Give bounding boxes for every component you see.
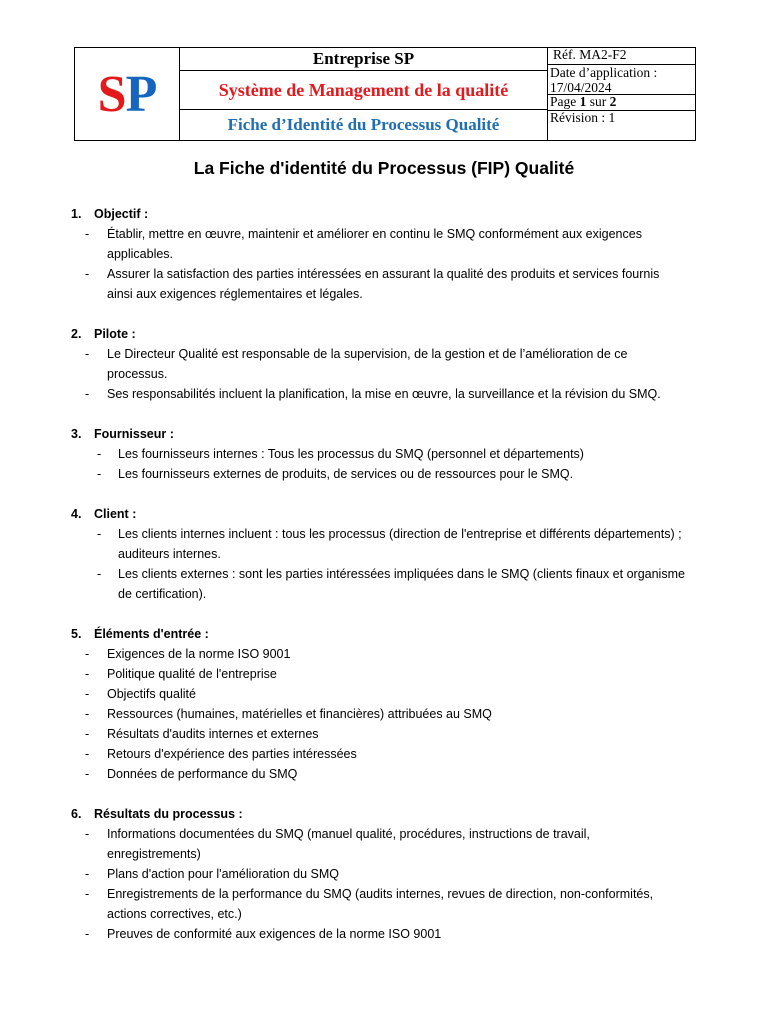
bullet-dash: - (85, 687, 90, 701)
section-number: 3. (71, 427, 82, 441)
section-resultats (0, 804, 768, 944)
list-item: - Les fournisseurs externes de produits, de services ou de ressources pour le SMQ. (0, 464, 768, 484)
list-item: - Les fournisseurs internes : Tous les processus du SMQ (personnel et départements) (0, 444, 768, 464)
list-item: - Résultats d'audits internes et externes (0, 724, 768, 744)
bullet-dash: - (85, 227, 90, 241)
section-label: Objectif : (94, 207, 149, 221)
list-item: - Les clients externes : sont les parties intéressées impliquées dans le SMQ (clients finaux et organisme de certification). (0, 564, 768, 604)
bullet-dash: - (85, 867, 90, 881)
bullet-dash: - (85, 387, 90, 401)
section-title (0, 804, 768, 824)
list-item: - Retours d'expérience des parties intéressées (0, 744, 768, 764)
document-header-table (74, 47, 696, 141)
section-elements-entree (0, 624, 768, 784)
section-title (0, 624, 768, 644)
bullet-dash: - (97, 467, 102, 481)
list-item: - Établir, mettre en œuvre, maintenir et améliorer en continu le SMQ conformément aux exigences applicables. (0, 224, 768, 264)
section-label: Éléments d'entrée : (94, 627, 209, 641)
list-item: - Politique qualité de l'entreprise (0, 664, 768, 684)
bullet-dash: - (97, 527, 102, 541)
document-title: La Fiche d'identité du Processus (FIP) Qualité (193, 158, 575, 178)
section-label: Pilote : (94, 327, 136, 341)
bullet-dash: - (85, 667, 90, 681)
list-item: - Ses responsabilités incluent la planification, la mise en œuvre, la surveillance et la révision du SMQ. (0, 384, 768, 404)
list-item: - Enregistrements de la performance du SMQ (audits internes, revues de direction, non-conformités, actions correctives, etc.) (0, 884, 768, 924)
bullet-dash: - (85, 707, 90, 721)
logo-letter-s: S (97, 65, 126, 123)
bullet-dash: - (85, 827, 90, 841)
section-number: 4. (71, 507, 82, 521)
reference: Réf. MA2-F2 (548, 48, 695, 65)
section-number: 1. (71, 207, 82, 221)
bullet-dash: - (85, 347, 90, 361)
list-item: - Exigences de la norme ISO 9001 (0, 644, 768, 664)
list-item: - Les clients internes incluent : tous les processus (direction de l'entreprise et différents départements) ; auditeurs internes. (0, 524, 768, 564)
application-date (548, 65, 695, 95)
section-label: Résultats du processus : (94, 807, 243, 821)
list-item: - Informations documentées du SMQ (manuel qualité, procédures, instructions de travail, enregistrements) (0, 824, 768, 864)
list-item: - Objectifs qualité (0, 684, 768, 704)
section-title (0, 424, 768, 444)
header-meta (548, 48, 695, 140)
page-number: 1 (579, 94, 587, 109)
bullet-dash: - (85, 767, 90, 781)
section-number: 5. (71, 627, 82, 641)
page-total: 2 (609, 94, 617, 109)
list-item: - Plans d'action pour l'amélioration du SMQ (0, 864, 768, 884)
bullet-dash: - (85, 747, 90, 761)
bullet-dash: - (85, 647, 90, 661)
page-counter (548, 95, 695, 111)
company-name: Entreprise SP (180, 48, 547, 71)
list-item: - Assurer la satisfaction des parties intéressées en assurant la qualité des produits et services fournis ainsi aux exigences réglementaires et légales. (0, 264, 768, 304)
list-item: - Ressources (humaines, matérielles et financières) attribuées au SMQ (0, 704, 768, 724)
section-objectif (0, 204, 768, 304)
application-date-label: Date d’application : (550, 65, 658, 80)
company-logo (75, 48, 180, 140)
list-item: - Données de performance du SMQ (0, 764, 768, 784)
section-fournisseur (0, 424, 768, 484)
application-date-value: 17/04/2024 (550, 79, 612, 95)
header-titles (180, 48, 548, 140)
section-label: Fournisseur : (94, 427, 174, 441)
bullet-dash: - (97, 567, 102, 581)
list-item: - Le Directeur Qualité est responsable de la supervision, de la gestion et de l’amélioration de ce processus. (0, 344, 768, 384)
logo-letter-p: P (125, 65, 157, 123)
section-number: 6. (71, 807, 82, 821)
bullet-dash: - (85, 267, 90, 281)
list-item: - Preuves de conformité aux exigences de la norme ISO 9001 (0, 924, 768, 944)
section-pilote (0, 324, 768, 404)
bullet-dash: - (85, 727, 90, 741)
page-word: Page (550, 94, 577, 109)
bullet-dash: - (97, 447, 102, 461)
document-body (0, 204, 768, 944)
section-label: Client : (94, 507, 137, 521)
revision: Révision : 1 (550, 110, 616, 125)
section-title (0, 504, 768, 524)
system-name: Système de Management de la qualité (180, 71, 547, 110)
sheet-name: Fiche d’Identité du Processus Qualité (227, 115, 500, 134)
section-title (0, 324, 768, 344)
page-of: sur (589, 94, 607, 109)
section-title (0, 204, 768, 224)
section-client (0, 504, 768, 604)
bullet-dash: - (85, 887, 90, 901)
bullet-dash: - (85, 927, 90, 941)
section-number: 2. (71, 327, 82, 341)
